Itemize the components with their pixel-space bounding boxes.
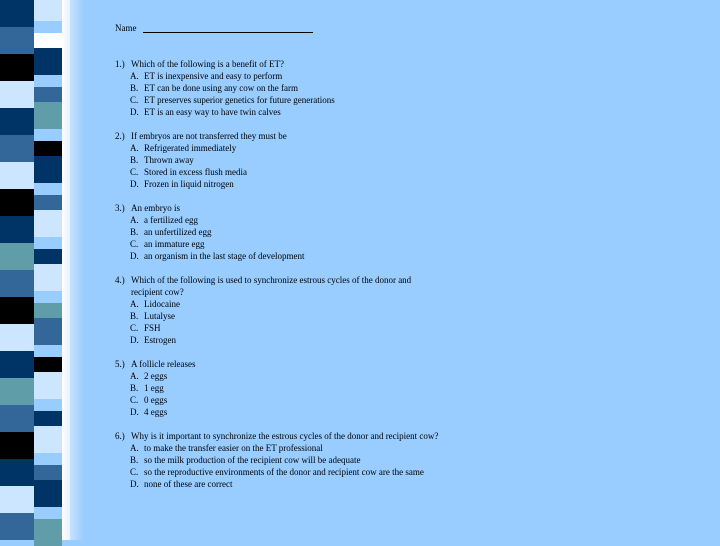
answer-option[interactable] (115, 334, 411, 346)
answer-option[interactable] (115, 166, 287, 178)
question-text: Which of the following is used to synchronize estrous cycles of the donor and (131, 275, 412, 285)
stripe-tile (34, 102, 62, 129)
question-text: An embryo is (131, 203, 180, 213)
option-letter: B. (130, 455, 139, 465)
option-text: Lutalyse (144, 311, 175, 321)
stripe-tile (0, 486, 34, 513)
question-text: Which of the following is a benefit of ET? (131, 59, 284, 69)
option-text: an organism in the last stage of development (144, 251, 305, 261)
option-text: so the milk production of the recipient cow will be adequate (144, 455, 361, 465)
stripe-tile (0, 405, 34, 432)
stripe-tile (0, 270, 34, 297)
option-letter: C. (130, 95, 139, 105)
option-text: Thrown away (144, 155, 194, 165)
question-stem (115, 430, 438, 442)
stripe-tile (0, 81, 34, 108)
answer-option[interactable] (115, 310, 411, 322)
stripe-tile (34, 519, 62, 546)
stripe-tile (34, 210, 62, 237)
option-letter: B. (130, 227, 139, 237)
option-text: ET can be done using any cow on the farm (144, 83, 299, 93)
option-letter: B. (130, 155, 139, 165)
stripe-tile (0, 0, 34, 27)
answer-option[interactable] (115, 106, 335, 118)
answer-option[interactable] (115, 250, 305, 262)
option-text: FSH (144, 323, 161, 333)
option-letter: D. (130, 251, 139, 261)
option-text: 4 eggs (144, 407, 168, 417)
question-block (115, 58, 335, 118)
question-text-continued: recipient cow? (131, 287, 184, 297)
question-stem (115, 202, 305, 214)
answer-option[interactable] (115, 382, 195, 394)
answer-option[interactable] (115, 394, 195, 406)
option-letter: D. (130, 179, 139, 189)
question-block (115, 202, 305, 262)
question-number: 1.) (115, 59, 125, 69)
answer-option[interactable] (115, 70, 335, 82)
stripe-tile (34, 318, 62, 345)
stripe-tile (0, 513, 34, 540)
answer-option[interactable] (115, 322, 411, 334)
answer-option[interactable] (115, 442, 438, 454)
option-letter: D. (130, 407, 139, 417)
option-letter: A. (130, 299, 139, 309)
question-block (115, 430, 438, 490)
stripe-tile (0, 135, 34, 162)
option-letter: A. (130, 143, 139, 153)
option-text: 0 eggs (144, 395, 168, 405)
option-letter: C. (130, 167, 139, 177)
option-text: a fertilized egg (144, 215, 198, 225)
stripe-tile (0, 243, 34, 270)
stripe-tile (0, 432, 34, 459)
option-letter: B. (130, 311, 139, 321)
option-letter: A. (130, 215, 139, 225)
question-text: If embryos are not transferred they must be (131, 131, 287, 141)
stripe-tile (34, 48, 62, 75)
option-letter: D. (130, 107, 139, 117)
stripe-tile (34, 426, 62, 453)
answer-option[interactable] (115, 178, 287, 190)
stripe-tile (0, 189, 34, 216)
stripe-tile (34, 156, 62, 183)
stripe-tiles (0, 0, 62, 540)
question-number: 4.) (115, 275, 125, 285)
option-letter: B. (130, 83, 139, 93)
question-block (115, 358, 195, 418)
option-text: ET preserves superior genetics for future generations (144, 95, 335, 105)
answer-option[interactable] (115, 214, 305, 226)
stripe-shadow-band (70, 0, 84, 540)
option-text: ET is an easy way to have twin calves (144, 107, 281, 117)
stripe-tile (34, 264, 62, 291)
option-text: so the reproductive environments of the donor and recipient cow are the same (144, 467, 424, 477)
stripe-tile (0, 27, 34, 54)
stripe-tile (0, 108, 34, 135)
question-stem (115, 358, 195, 370)
question-block (115, 274, 411, 346)
option-text: Lidocaine (144, 299, 180, 309)
question-number: 5.) (115, 359, 125, 369)
answer-option[interactable] (115, 142, 287, 154)
question-stem (115, 130, 287, 142)
option-text: Frozen in liquid nitrogen (144, 179, 234, 189)
stripe-tile (0, 378, 34, 405)
option-text: an immature egg (144, 239, 205, 249)
option-text: 2 eggs (144, 371, 168, 381)
stripe-tile (34, 480, 62, 507)
question-text: A follicle releases (131, 359, 196, 369)
stripe-highlight-band (62, 0, 70, 540)
stripe-tile (0, 297, 34, 324)
stripe-tile (0, 351, 34, 378)
answer-option[interactable] (115, 478, 438, 490)
answer-option[interactable] (115, 226, 305, 238)
question-stem (115, 58, 335, 70)
answer-option[interactable] (115, 94, 335, 106)
answer-option[interactable] (115, 370, 195, 382)
question-stem (115, 274, 411, 286)
name-blank-line (143, 32, 313, 33)
option-text: 1 egg (144, 383, 164, 393)
option-letter: C. (130, 467, 139, 477)
question-number: 3.) (115, 203, 125, 213)
stripe-tile (0, 162, 34, 189)
answer-option[interactable] (115, 238, 305, 250)
option-letter: A. (130, 443, 139, 453)
answer-option[interactable] (115, 406, 195, 418)
question-text: Why is it important to synchronize the estrous cycles of the donor and recipient cow? (131, 431, 439, 441)
stripe-tile (34, 372, 62, 399)
option-letter: C. (130, 239, 139, 249)
stripe-tile (34, 0, 62, 21)
option-letter: C. (130, 323, 139, 333)
question-number: 6.) (115, 431, 125, 441)
stripe-tile (0, 459, 34, 486)
answer-option[interactable] (115, 82, 335, 94)
stripe-tile (0, 216, 34, 243)
option-text: to make the transfer easier on the ET professional (144, 443, 323, 453)
answer-option[interactable] (115, 466, 438, 478)
stripe-tile (0, 54, 34, 81)
option-text: Estrogen (144, 335, 176, 345)
option-text: none of these are correct (144, 479, 233, 489)
option-letter: A. (130, 371, 139, 381)
option-letter: D. (130, 479, 139, 489)
option-text: ET is inexpensive and easy to perform (144, 71, 283, 81)
answer-option[interactable] (115, 154, 287, 166)
question-block (115, 130, 287, 190)
stripe-tile (0, 324, 34, 351)
option-text: an unfertilized egg (144, 227, 212, 237)
option-letter: A. (130, 71, 139, 81)
option-letter: D. (130, 335, 139, 345)
answer-option[interactable] (115, 454, 438, 466)
option-letter: B. (130, 383, 139, 393)
name-label: Name (115, 23, 137, 33)
option-letter: C. (130, 395, 139, 405)
option-text: Stored in excess flush media (144, 167, 247, 177)
option-text: Refrigerated immediately (144, 143, 237, 153)
answer-option[interactable] (115, 298, 411, 310)
question-number: 2.) (115, 131, 125, 141)
